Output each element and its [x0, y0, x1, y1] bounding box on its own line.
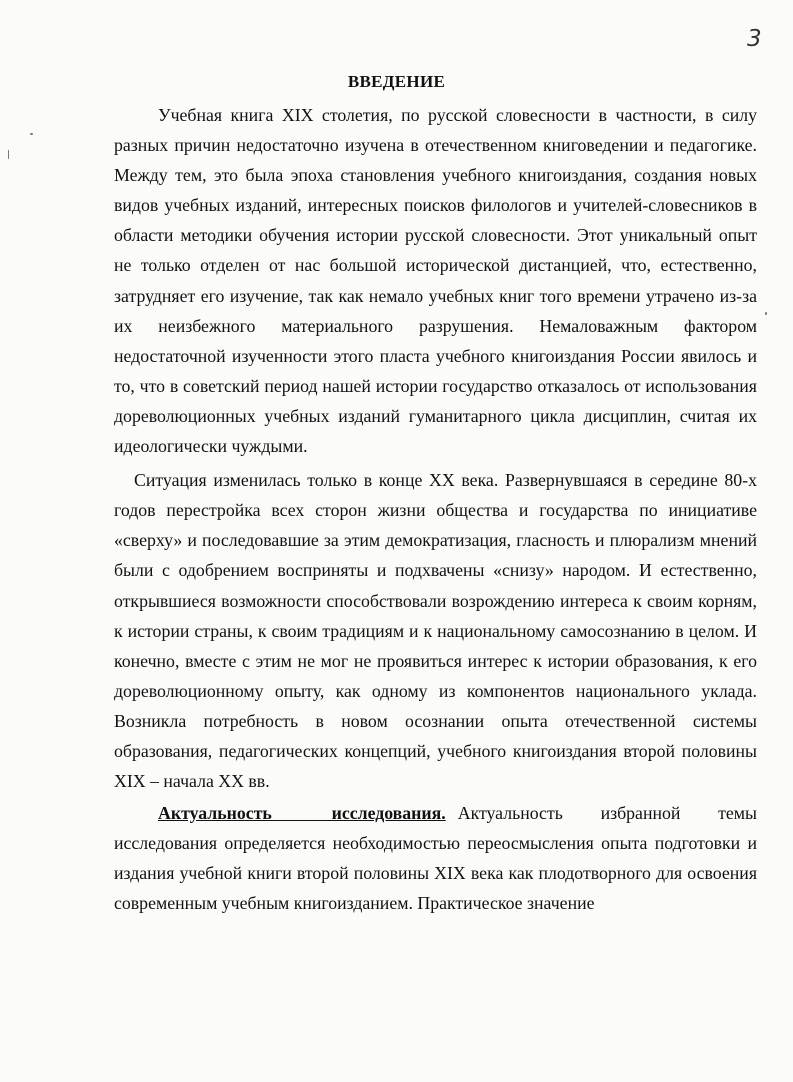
page-number: 3 [747, 26, 762, 52]
scan-speck [8, 150, 9, 159]
scan-speck [30, 133, 33, 135]
page-title: ВВЕДЕНИЕ [347, 72, 446, 91]
document-body [114, 100, 757, 919]
paragraph-2: Ситуация изменилась только в конце XX века. Развернувшаяся в середине 80-х годов перестройка всех сторон жизни общества и государства по инициативе «сверху» и последовавшие за этим демократизация, гласность и плюрализм мнений были с одобрением восприняты и подхвачены «снизу» народом. И естественно, открывшиеся возможности способствовали возрождению интереса к своим корням, к истории страны, к своим традициям и к национальному самосознанию в целом. И конечно, вместе с этим не мог не проявиться интерес к истории образования, к его дореволюционному опыту, как одному из компонентов национального уклада. Возникла потребность в новом осознании опыта отечественной системы образования, педагогических концепций, учебного книгоиздания второй половины XIX – начала XX вв. [114, 470, 757, 792]
section-label: Актуальность исследования. [158, 803, 446, 824]
paragraph-3 [114, 798, 757, 918]
paragraph-1: Учебная книга XIX столетия, по русской словесности в частности, в силу разных причин недостаточно изучена в отечественном книговедении и педагогике. Между тем, это была эпоха становления учебного книгоиздания, создания новых видов учебных изданий, интересных поисков филологов и учителей-словесников в области методики обучения истории русской словесности. Этот уникальный опыт не только отделен от нас большой исторической дистанцией, что, естественно, затрудняет его изучение, так как немало учебных книг того времени утрачено из-за их неизбежного материального разрушения. Немаловажным фактором недостаточной изученности этого пласта учебного книгоиздания России явилось и то, что в советский период нашей истории государство отказалось от использования дореволюционных учебных изданий гуманитарного цикла дисциплин, считая их идеологически чуждыми. [114, 105, 757, 457]
scan-speck [765, 312, 767, 315]
paragraph-3-text: Актуальность избранной темы исследования определяется необходимостью переосмысления опыта подготовки и издания учебной книги второй половины XIX века как плодотворного для освоения современным учебным книгоизданием. Практическое значение [114, 803, 757, 914]
